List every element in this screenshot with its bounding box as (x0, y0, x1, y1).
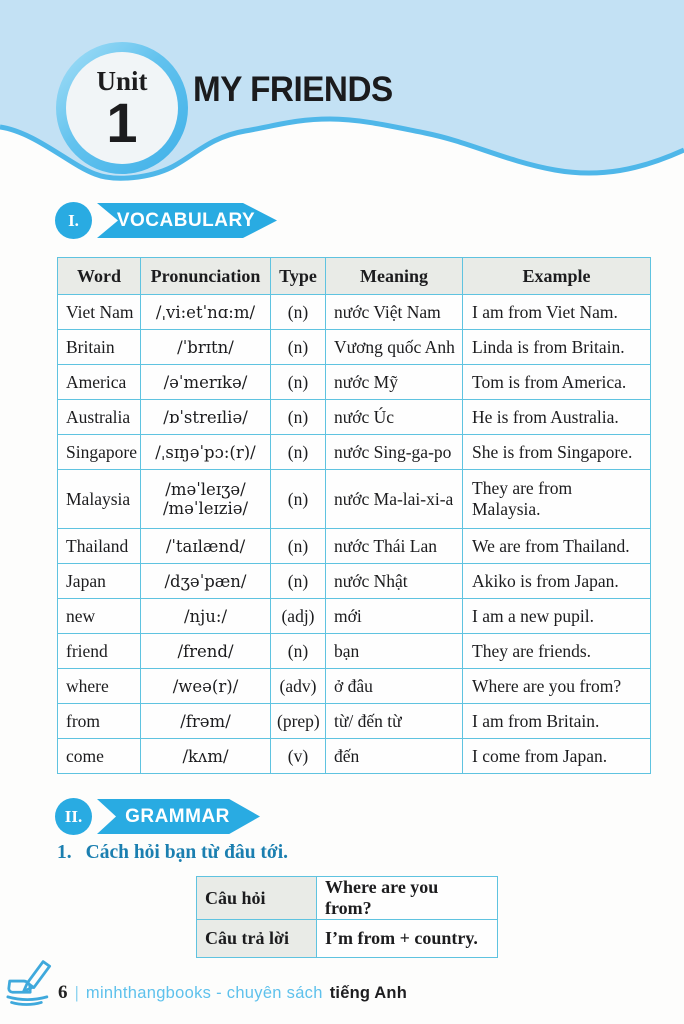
cell-type: (prep) (271, 704, 326, 739)
table-row (58, 435, 651, 470)
qa-value-cell: I’m from + country. (317, 920, 498, 958)
cell-meaning: Vương quốc Anh (326, 330, 463, 365)
cell-pronunciation: /ˈbrɪtn/ (141, 330, 271, 365)
section-ribbon (97, 798, 260, 835)
cell-type: (n) (271, 564, 326, 599)
table-row (58, 529, 651, 564)
cell-type: (n) (271, 470, 326, 529)
cell-example: I am from Viet Nam. (463, 295, 651, 330)
table-row (58, 704, 651, 739)
cell-example: Where are you from? (463, 669, 651, 704)
section-numeral-badge (55, 798, 92, 835)
cell-example: She is from Singapore. (463, 435, 651, 470)
cell-type: (n) (271, 634, 326, 669)
table-header-row (58, 258, 651, 295)
section-numeral: II. (64, 806, 83, 826)
cell-example: Linda is from Britain. (463, 330, 651, 365)
cell-meaning: bạn (326, 634, 463, 669)
cell-pronunciation: /kʌm/ (141, 739, 271, 774)
footer-text-line (58, 982, 407, 1004)
cell-word: America (58, 365, 141, 400)
cell-example: He is from Australia. (463, 400, 651, 435)
cell-type: (v) (271, 739, 326, 774)
grammar-item-number: 1. (57, 842, 72, 863)
cell-pronunciation: /ˌvi:etˈnɑ:m/ (141, 295, 271, 330)
cell-pronunciation (141, 470, 271, 529)
cell-example: I am from Britain. (463, 704, 651, 739)
writing-hand-icon (6, 956, 58, 1008)
table-row (58, 400, 651, 435)
cell-meaning: nước Úc (326, 400, 463, 435)
cell-type: (n) (271, 365, 326, 400)
cell-word: Thailand (58, 529, 141, 564)
cell-word: Japan (58, 564, 141, 599)
grammar-item-title (57, 842, 288, 864)
qa-row (197, 877, 498, 920)
unit-badge (56, 42, 188, 174)
cell-pronunciation: /weə(r)/ (141, 669, 271, 704)
cell-word: Malaysia (58, 470, 141, 529)
cell-word: where (58, 669, 141, 704)
qa-label-cell: Câu hỏi (197, 877, 317, 920)
footer-brand-text: minhthangbooks - chuyên sách (85, 984, 323, 1002)
cell-meaning: nước Ma-lai-xi-a (326, 470, 463, 529)
table-row (58, 739, 651, 774)
cell-pronunciation: /əˈmerɪkə/ (141, 365, 271, 400)
cell-pronunciation: /dʒəˈpæn/ (141, 564, 271, 599)
cell-type: (adv) (271, 669, 326, 704)
section-numeral-badge (55, 202, 92, 239)
cell-example: They are from Malaysia. (463, 470, 651, 529)
cell-example: Akiko is from Japan. (463, 564, 651, 599)
header-type: Type (271, 258, 326, 295)
question-answer-table (196, 876, 498, 958)
cell-pronunciation: /ˌsɪŋəˈpɔ:(r)/ (141, 435, 271, 470)
cell-word: Viet Nam (58, 295, 141, 330)
cell-word: Australia (58, 400, 141, 435)
qa-label-cell: Câu trả lời (197, 920, 317, 958)
table-row (58, 564, 651, 599)
cell-type: (n) (271, 400, 326, 435)
table-row (58, 669, 651, 704)
cell-word: Singapore (58, 435, 141, 470)
table-row (58, 295, 651, 330)
section-label: VOCABULARY (116, 209, 256, 231)
cell-meaning: mới (326, 599, 463, 634)
section-label: GRAMMAR (125, 805, 230, 827)
section-ribbon (97, 202, 277, 239)
cell-word: from (58, 704, 141, 739)
cell-word: come (58, 739, 141, 774)
unit-label: Unit (96, 66, 148, 97)
page-footer (0, 952, 684, 1024)
cell-type: (n) (271, 295, 326, 330)
cell-pronunciation: /ˈtaɪlænd/ (141, 529, 271, 564)
cell-example: Tom is from America. (463, 365, 651, 400)
cell-word: new (58, 599, 141, 634)
table-row (58, 330, 651, 365)
cell-example: They are friends. (463, 634, 651, 669)
page-title: MY FRIENDS (193, 70, 393, 109)
cell-word: Britain (58, 330, 141, 365)
cell-pronunciation: /ɒˈstreɪliə/ (141, 400, 271, 435)
unit-number: 1 (106, 91, 138, 155)
header-pronunciation: Pronunciation (141, 258, 271, 295)
unit-badge-inner (66, 52, 178, 164)
cell-pronunciation: /nju:/ (141, 599, 271, 634)
cell-meaning: nước Sing-ga-po (326, 435, 463, 470)
cell-example: I am a new pupil. (463, 599, 651, 634)
header-meaning: Meaning (326, 258, 463, 295)
cell-meaning: nước Việt Nam (326, 295, 463, 330)
pronunciation-line-1: /məˈleɪʒə/ (165, 480, 246, 499)
header-example: Example (463, 258, 651, 295)
cell-meaning: nước Thái Lan (326, 529, 463, 564)
page-number: 6 (58, 982, 68, 1003)
table-row (58, 634, 651, 669)
cell-type: (n) (271, 529, 326, 564)
cell-pronunciation: /frəm/ (141, 704, 271, 739)
cell-pronunciation: /frend/ (141, 634, 271, 669)
cell-meaning: đến (326, 739, 463, 774)
table-row (58, 599, 651, 634)
vocabulary-table (57, 257, 651, 774)
qa-value-cell: Where are you from? (317, 877, 498, 920)
footer-brand-bold-text: tiếng Anh (329, 984, 407, 1002)
cell-word: friend (58, 634, 141, 669)
cell-meaning: nước Nhật (326, 564, 463, 599)
table-row (58, 365, 651, 400)
footer-separator: | (74, 983, 79, 1002)
cell-example: I come from Japan. (463, 739, 651, 774)
header-word: Word (58, 258, 141, 295)
section-numeral: I. (68, 210, 79, 230)
table-row (58, 470, 651, 529)
cell-meaning: từ/ đến từ (326, 704, 463, 739)
cell-type: (n) (271, 330, 326, 365)
cell-meaning: ở đâu (326, 669, 463, 704)
cell-type: (adj) (271, 599, 326, 634)
cell-type: (n) (271, 435, 326, 470)
cell-meaning: nước Mỹ (326, 365, 463, 400)
grammar-item-text: Cách hỏi bạn từ đâu tới. (85, 842, 289, 863)
cell-example: We are from Thailand. (463, 529, 651, 564)
pronunciation-line-2: /məˈleɪziə/ (162, 499, 249, 518)
